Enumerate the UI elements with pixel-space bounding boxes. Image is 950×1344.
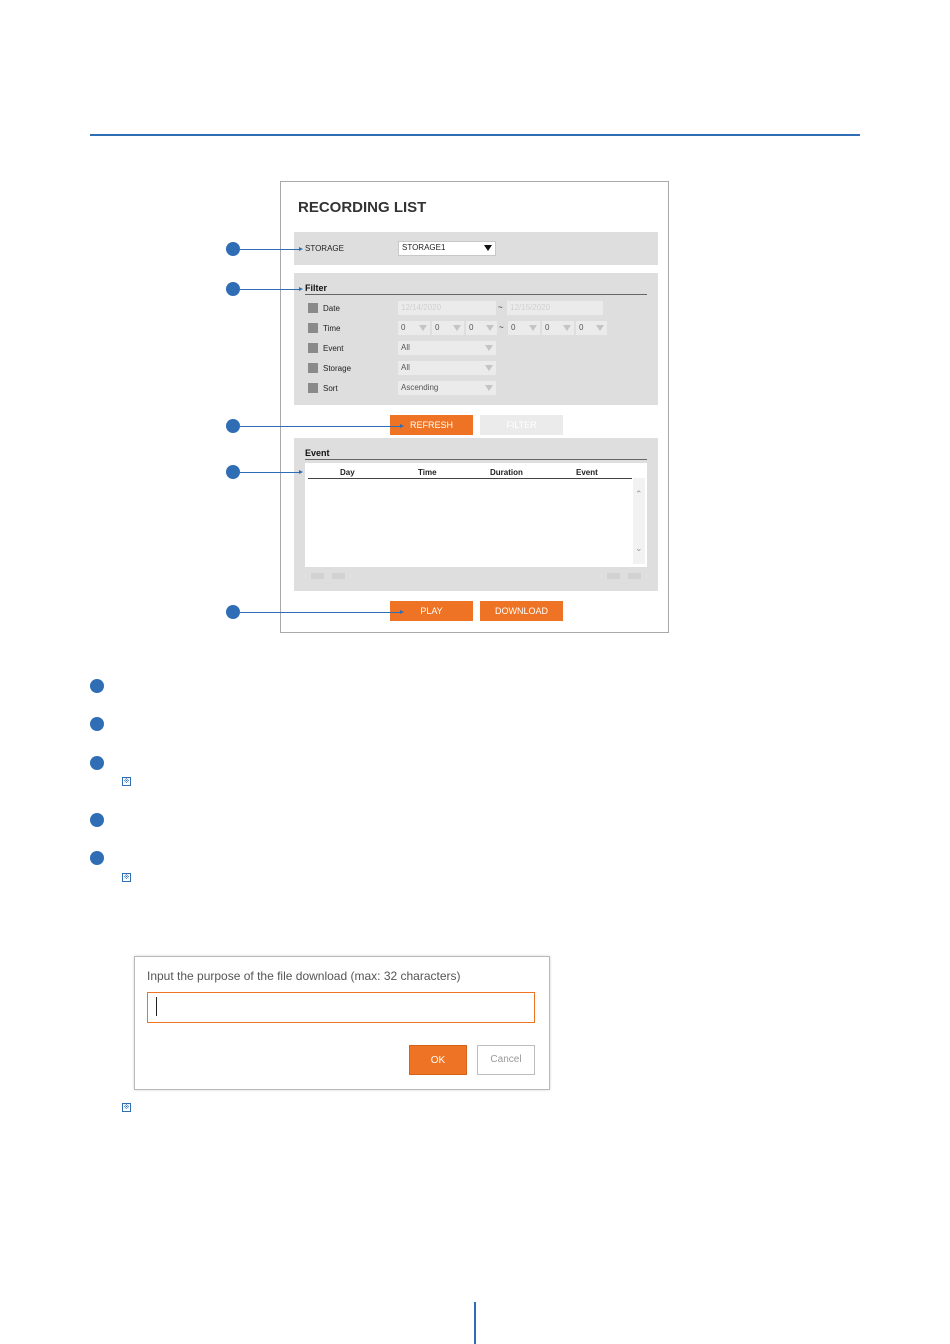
next-page-icon[interactable] [607,573,620,579]
storage-select-value: STORAGE1 [402,243,446,252]
ok-button[interactable]: OK [409,1045,467,1075]
first-page-icon[interactable] [311,573,324,579]
reference-mark-icon: ※ [123,778,130,785]
time-from-hour-select[interactable] [398,321,430,335]
time-from-second-value: 0 [469,323,474,332]
storage-filter-select[interactable] [398,361,496,375]
storage-select[interactable] [398,241,496,256]
event-label: Event [323,344,344,353]
prev-page-icon[interactable] [332,573,345,579]
callout-arrow-icon [299,247,303,251]
reference-mark-icon: ※ [123,874,130,881]
time-checkbox[interactable] [308,323,318,333]
description-bullet-3 [90,756,104,770]
column-header-day: Day [340,468,355,477]
callout-marker-1 [226,242,240,256]
description-bullet-5 [90,851,104,865]
callout-arrow-icon [400,424,404,428]
callout-marker-4 [226,465,240,479]
play-button[interactable]: PLAY [390,601,473,621]
event-header-rule [308,478,632,479]
storage-filter-label: Storage [323,364,352,373]
callout-marker-2 [226,282,240,296]
recording-list-title: RECORDING LIST [298,199,427,216]
date-range-separator: ~ [498,303,503,312]
callout-marker-5 [226,605,240,619]
chevron-down-icon [453,325,461,331]
event-divider [305,459,647,460]
description-bullet-1 [90,679,104,693]
date-to-input[interactable]: 12/15/2020 [507,301,603,315]
scroll-up-icon[interactable]: ⌃ [635,489,643,499]
description-bullet-2 [90,717,104,731]
time-to-minute-select[interactable] [542,321,574,335]
page-footer-rule [474,1302,476,1344]
time-to-minute-value: 0 [545,323,550,332]
time-to-second-select[interactable] [576,321,607,335]
header-rule [90,134,860,136]
column-header-duration: Duration [490,468,523,477]
callout-arrow-icon [299,470,303,474]
text-caret [156,997,157,1016]
event-select[interactable] [398,341,496,355]
purpose-input[interactable] [147,992,535,1023]
date-label: Date [323,304,340,313]
scroll-down-icon[interactable]: ⌄ [635,543,643,553]
cancel-button[interactable]: Cancel [477,1045,535,1075]
filter-title: Filter [305,283,328,293]
sort-select-value: Ascending [401,383,439,392]
callout-line-1 [240,249,299,250]
chevron-down-icon [529,325,537,331]
time-from-minute-select[interactable] [432,321,464,335]
reference-mark-icon: ※ [123,1104,130,1111]
callout-arrow-icon [400,610,404,614]
time-from-second-select[interactable] [466,321,497,335]
chevron-down-icon [486,325,494,331]
chevron-down-icon [419,325,427,331]
chevron-down-icon [563,325,571,331]
last-page-icon[interactable] [628,573,641,579]
callout-marker-3 [226,419,240,433]
event-select-value: All [401,343,410,352]
time-to-second-value: 0 [579,323,584,332]
filter-divider [305,294,647,295]
date-from-input[interactable]: 12/14/2020 [398,301,496,315]
storage-label: STORAGE [305,244,344,253]
time-label: Time [323,324,341,333]
column-header-event: Event [576,468,598,477]
chevron-down-icon [485,385,493,391]
callout-line-2 [240,289,299,290]
time-to-hour-value: 0 [511,323,516,332]
sort-select[interactable] [398,381,496,395]
column-header-time: Time [418,468,437,477]
chevron-down-icon [596,325,604,331]
time-from-hour-value: 0 [401,323,406,332]
sort-label: Sort [323,384,338,393]
chevron-down-icon [484,245,492,251]
download-button[interactable]: DOWNLOAD [480,601,563,621]
refresh-button[interactable]: REFRESH [390,415,473,435]
time-from-minute-value: 0 [435,323,440,332]
time-to-hour-select[interactable] [508,321,540,335]
callout-line-5 [240,612,400,613]
sort-checkbox[interactable] [308,383,318,393]
event-title: Event [305,448,330,458]
storage-filter-checkbox[interactable] [308,363,318,373]
dialog-prompt: Input the purpose of the file download (max: 32 characters) [147,969,461,983]
filter-button[interactable]: FILTER [480,415,563,435]
storage-filter-value: All [401,363,410,372]
callout-line-3 [240,426,400,427]
event-checkbox[interactable] [308,343,318,353]
chevron-down-icon [485,345,493,351]
callout-arrow-icon [299,287,303,291]
callout-line-4 [240,472,299,473]
date-checkbox[interactable] [308,303,318,313]
chevron-down-icon [485,365,493,371]
description-bullet-4 [90,813,104,827]
time-range-separator: ~ [499,323,504,332]
